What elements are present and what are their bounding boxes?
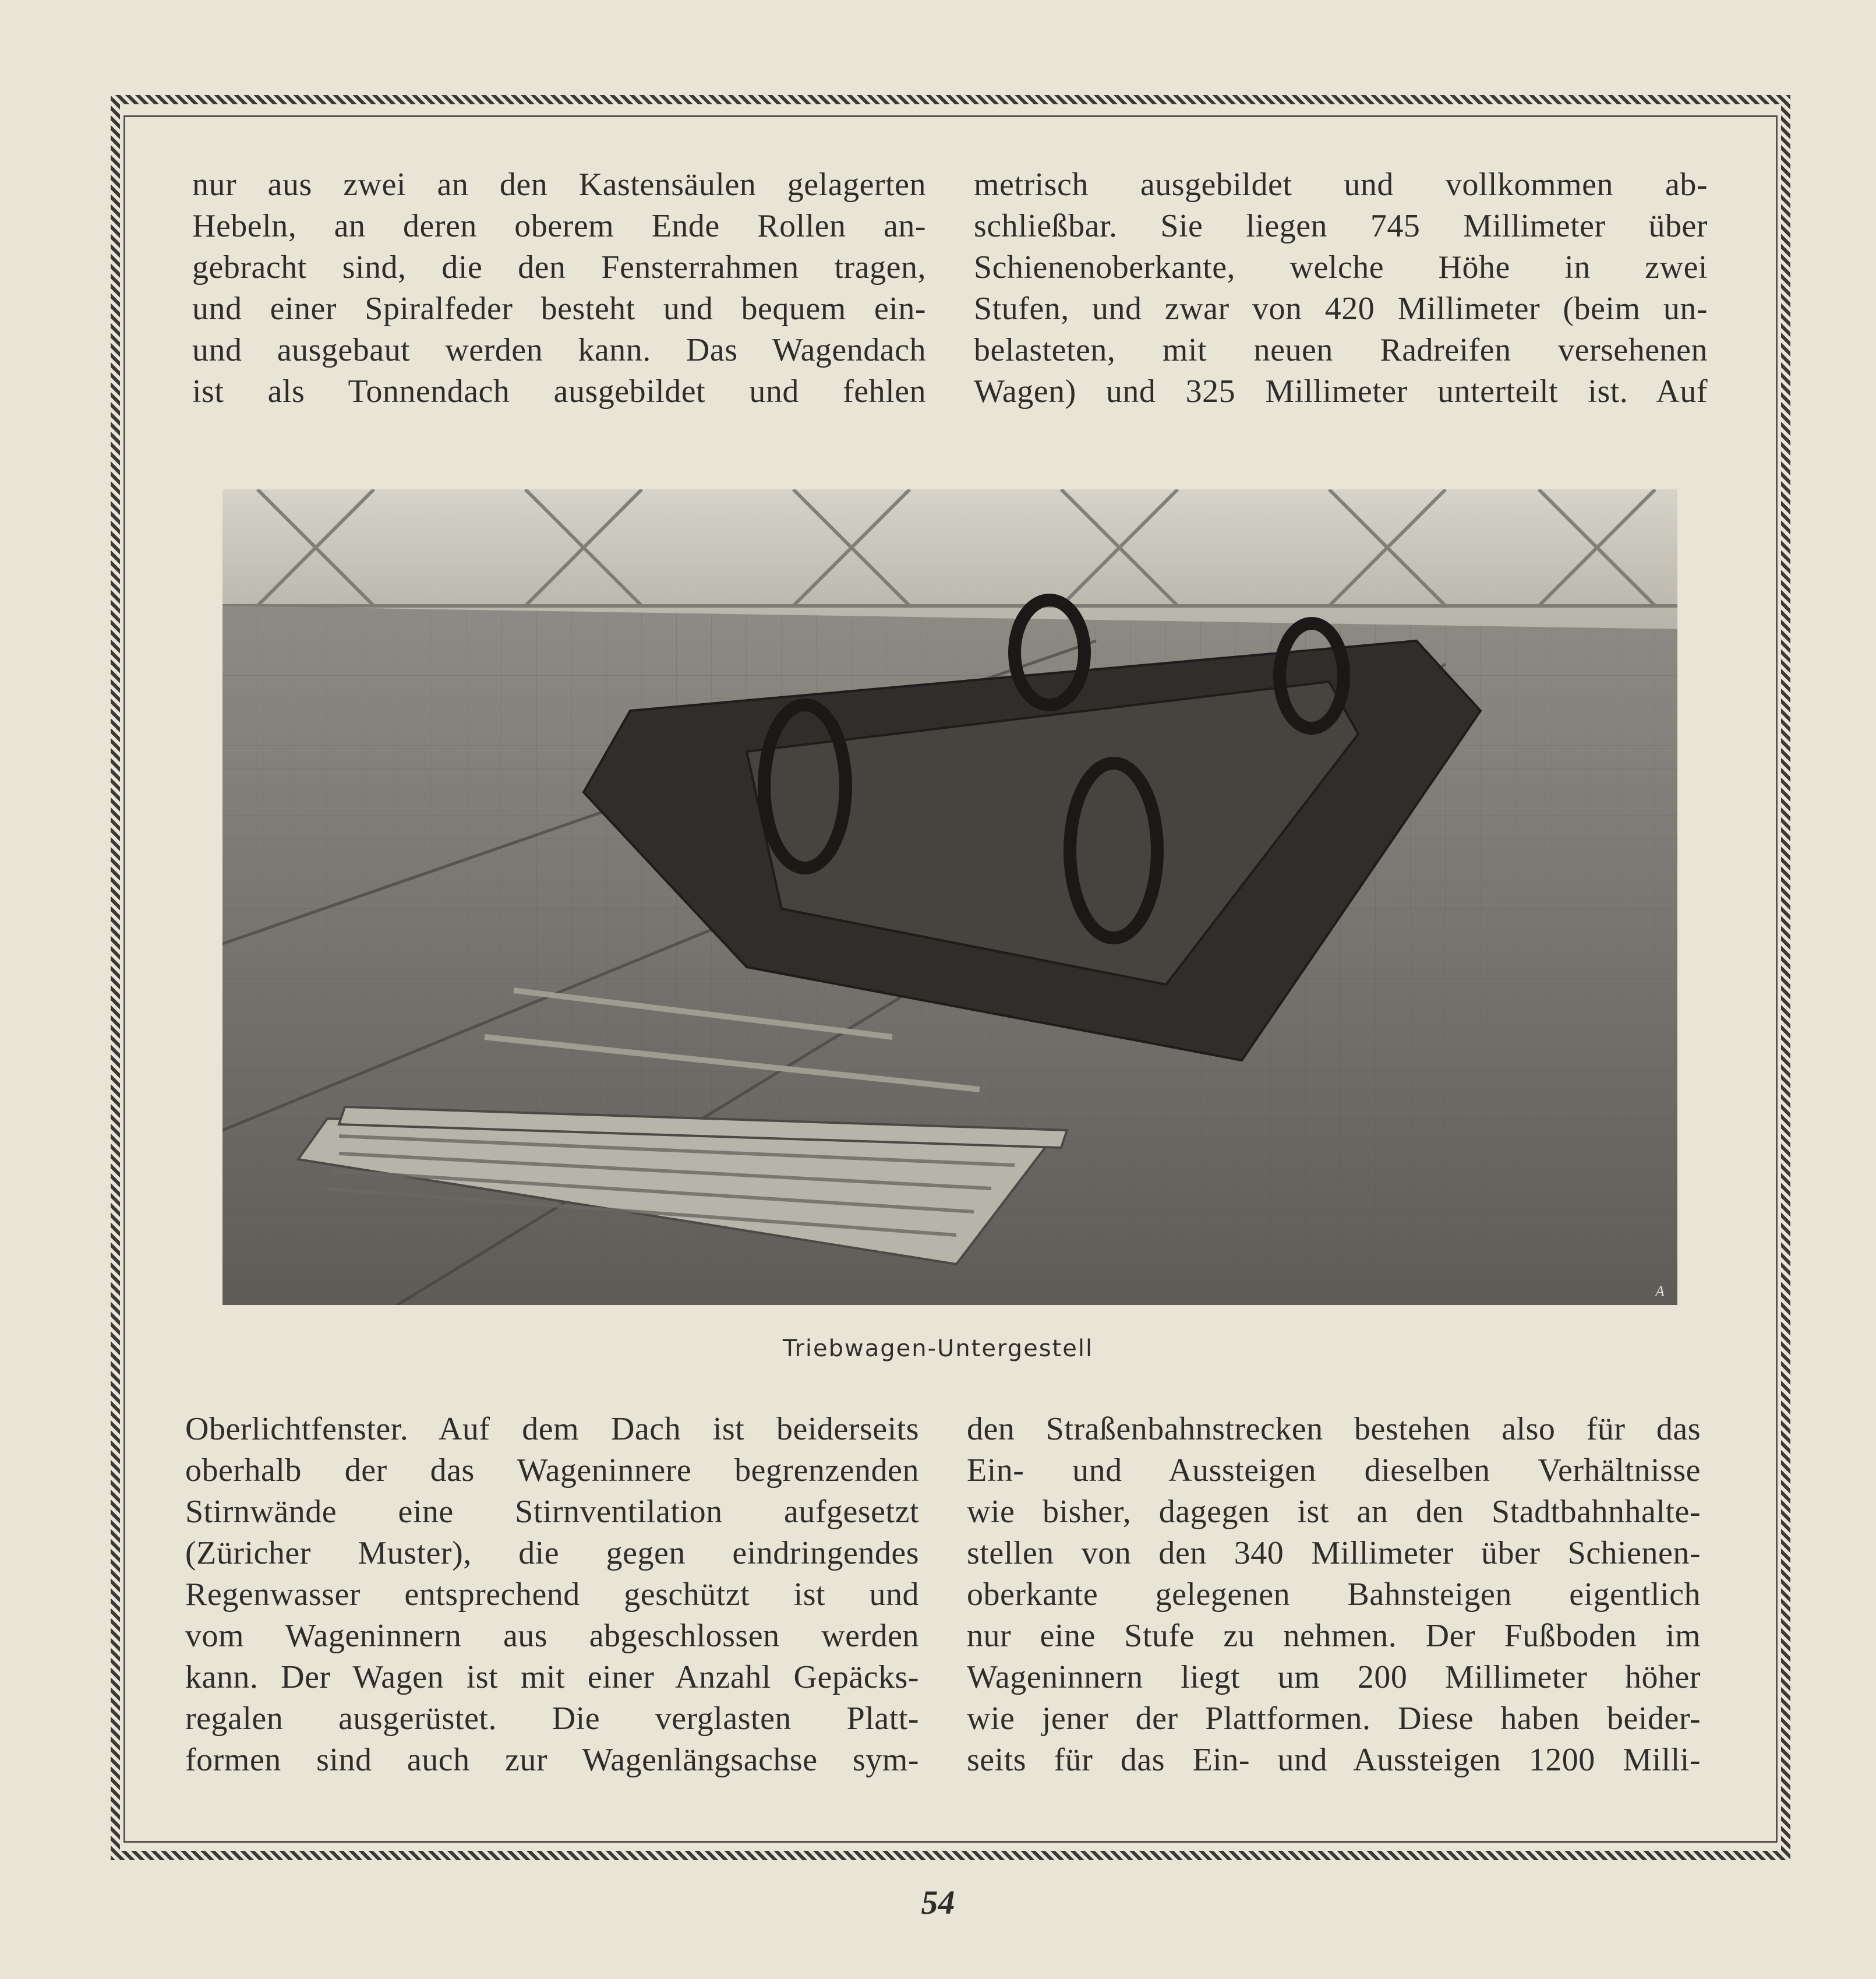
text-column-top-right [974, 164, 1708, 412]
text-line: und einer Spiralfeder besteht und bequem ein- [192, 291, 926, 327]
text-line: regalen ausgerüstet. Die verglasten Platt- [185, 1701, 919, 1737]
text-column-bottom-left [185, 1409, 919, 1781]
text-line: Stirnwände eine Stirnventilation aufgesetzt [185, 1494, 919, 1530]
text-line: Wageninnern liegt um 200 Millimeter höher [967, 1659, 1701, 1695]
text-line: den Straßenbahnstrecken bestehen also für das [967, 1411, 1701, 1447]
text-line: nur aus zwei an den Kastensäulen gelagerten [192, 167, 926, 203]
text-line: und ausgebaut werden kann. Das Wagendach [192, 332, 926, 368]
text-line: schließbar. Sie liegen 745 Millimeter über [974, 208, 1708, 244]
page-number: 54 [921, 1883, 955, 1921]
text-line: Stufen, und zwar von 420 Millimeter (beim un- [974, 291, 1708, 327]
text-line: (Züricher Muster), die gegen eindringendes [185, 1535, 919, 1571]
text-line: oberhalb der das Wageninnere begrenzenden [185, 1452, 919, 1488]
text-line: wie bisher, dagegen ist an den Stadtbahnhalte- [967, 1494, 1701, 1530]
text-line: Ein- und Aussteigen dieselben Verhältnisse [967, 1452, 1701, 1488]
text-line: oberkante gelegenen Bahnsteigen eigentlich [967, 1576, 1701, 1613]
text-line: stellen von den 340 Millimeter über Schienen- [967, 1535, 1701, 1571]
text-line: Wagen) und 325 Millimeter unterteilt ist. Auf [974, 373, 1708, 410]
text-line: gebracht sind, die den Fensterrahmen tragen, [192, 249, 926, 285]
photo-caption: Triebwagen-Untergestell [782, 1335, 1094, 1362]
photo-tram-undercarriage [222, 489, 1677, 1305]
text-line: formen sind auch zur Wagenlängsachse sym- [185, 1742, 919, 1778]
text-line: nur eine Stufe zu nehmen. Der Fußboden im [967, 1618, 1701, 1654]
text-line: Regenwasser entsprechend geschützt ist und [185, 1576, 919, 1613]
text-line: Hebeln, an deren oberem Ende Rollen an- [192, 208, 926, 244]
text-line: Schienenoberkante, welche Höhe in zwei [974, 249, 1708, 285]
text-line: vom Wageninnern aus abgeschlossen werden [185, 1618, 919, 1654]
text-line: ist als Tonnendach ausgebildet und fehlen [192, 373, 926, 410]
text-line: Oberlichtfenster. Auf dem Dach ist beiderseits [185, 1411, 919, 1447]
photo-monogram: A [1655, 1283, 1665, 1300]
text-line: seits für das Ein- und Aussteigen 1200 Milli- [967, 1742, 1701, 1778]
text-line: wie jener der Plattformen. Diese haben beider- [967, 1701, 1701, 1737]
text-line: belasteten, mit neuen Radreifen versehenen [974, 332, 1708, 368]
text-column-top-left [192, 164, 926, 412]
text-column-bottom-right [967, 1409, 1701, 1781]
text-line: kann. Der Wagen ist mit einer Anzahl Gepäcks- [185, 1659, 919, 1695]
text-line: metrisch ausgebildet und vollkommen ab- [974, 167, 1708, 203]
